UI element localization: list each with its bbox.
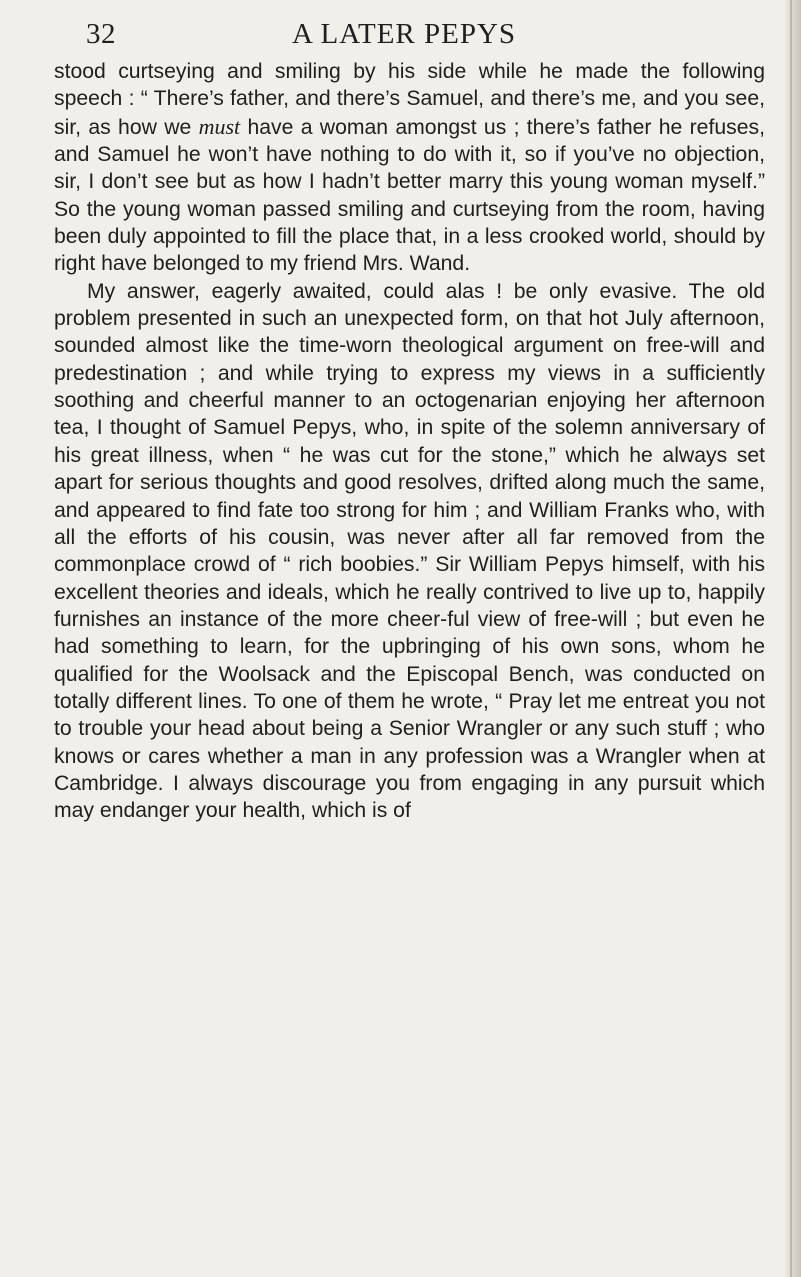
body-text — [54, 58, 765, 825]
emphasis-must: must — [198, 113, 241, 139]
paragraph-1-text-before: stood curtseying and smiling by his side while he made the following speech : “ There’s father, and there’s Samuel, and there’s me, and you see, sir, as how we — [54, 60, 765, 139]
paragraph-1 — [54, 58, 765, 278]
page-number: 32 — [86, 18, 116, 50]
paragraph-1-text-after: have a woman amongst us ; there’s father he refuses, and Samuel he won’t have nothing to do with it, so if you’ve no objection, sir, I don’t see but as how I hadn’t better marry this young woman myself.” So the young woman passed smiling and curtseying from the room, having been duly appointed to fill the place that, in a less crooked world, should by right have belonged to my friend Mrs. Wand. — [54, 115, 765, 276]
running-title: A LATER PEPYS — [291, 18, 517, 50]
running-header — [44, 18, 764, 58]
page-edge — [785, 0, 801, 1277]
paragraph-2: My answer, eagerly awaited, could alas ! be only evasive. The old problem presented in such an unexpected form, on that hot July afternoon, sounded almost like the time-worn theological argument on free-will and predestination ; and while trying to express my views in a sufficiently soothing and cheerful manner to an octogenarian enjoying her afternoon tea, I thought of Samuel Pepys, who, in spite of the solemn anniversary of his great illness, when “ he was cut for the stone,” which he always set apart for serious thoughts and good resolves, drifted along much the same, and appeared to find fate too strong for him ; and William Franks who, with all the efforts of his cousin, was never after all far removed from the commonplace crowd of “ rich boobies.” Sir William Pepys himself, with his excellent theories and ideals, which he really contrived to live up to, happily furnishes an instance of the more cheer-ful view of free-will ; but even he had something to learn, for the upbringing of his own sons, whom he qualified for the Woolsack and the Episcopal Bench, was conducted on totally different lines. To one of them he wrote, “ Pray let me entreat you not to trouble your head about being a Senior Wrangler or any such stuff ; who knows or cares whether a man in any profession was a Wrangler when at Cambridge. I always discourage you from engaging in any pursuit which may endanger your health, which is of — [54, 279, 765, 823]
